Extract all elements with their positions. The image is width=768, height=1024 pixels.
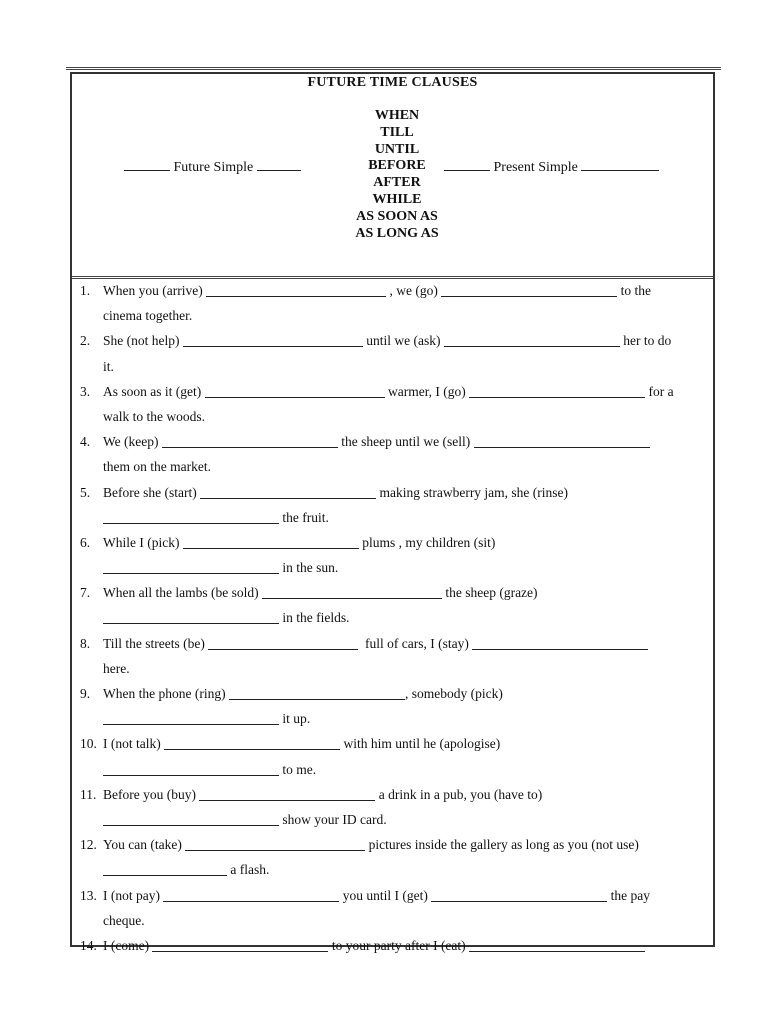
exercise-text: a drink in a pub, you (have to): [375, 786, 543, 802]
exercise-text: Till the streets (be): [103, 635, 209, 651]
exercise-item: [72, 832, 713, 882]
answer-blank[interactable]: [183, 332, 363, 347]
present-simple-label: [444, 158, 659, 176]
exercise-text: the sheep (graze): [441, 585, 538, 601]
exercise-text: When you (arrive): [103, 283, 207, 298]
exercise-text: in the fields.: [279, 610, 350, 626]
exercise-line: [72, 530, 713, 555]
exercise-text: with him until he (apologise): [340, 736, 501, 752]
exercise-number: 9.: [80, 686, 91, 701]
exercise-text: As soon as it (get): [103, 383, 205, 399]
exercise-number: 5.: [80, 484, 91, 500]
exercise-line: [72, 303, 713, 328]
exercise-item: [72, 379, 713, 429]
exercise-line: [72, 782, 713, 807]
exercise-text: walk to the woods.: [103, 408, 205, 424]
exercise-number: 6.: [80, 534, 91, 550]
exercise-text: I (not pay): [103, 887, 164, 903]
exercise-line: [72, 731, 713, 756]
answer-blank[interactable]: [441, 282, 617, 297]
answer-blank[interactable]: [208, 635, 358, 650]
exercise-text: warmer, I (go): [384, 383, 470, 399]
exercise-line: [72, 832, 713, 857]
exercise-line: [72, 681, 713, 706]
blank: [124, 158, 170, 171]
conjunction: UNTIL: [374, 141, 420, 157]
answer-blank[interactable]: [164, 735, 340, 750]
answer-blank[interactable]: [103, 509, 279, 524]
exercise-number: 2.: [80, 333, 91, 349]
exercise-number: 13.: [80, 887, 97, 903]
exercise-line: [72, 656, 713, 681]
exercise-text: We (keep): [103, 434, 162, 450]
exercise-line: [72, 328, 713, 353]
answer-blank[interactable]: [185, 836, 365, 851]
exercise-number: 1.: [80, 283, 91, 298]
exercise-line: [72, 379, 713, 404]
exercise-text: When all the lambs (be sold): [103, 585, 262, 601]
exercise-text: I (come): [103, 937, 153, 953]
answer-blank[interactable]: [103, 609, 279, 624]
exercise-number: 7.: [80, 585, 91, 601]
answer-blank[interactable]: [200, 484, 376, 499]
answer-blank[interactable]: [262, 584, 442, 599]
exercise-line: [72, 883, 713, 908]
exercise-line: [72, 706, 713, 731]
answer-blank[interactable]: [103, 710, 279, 725]
exercise-line: [72, 480, 713, 505]
answer-blank[interactable]: [163, 887, 339, 902]
exercise-item: [72, 328, 713, 378]
exercise-item: [72, 480, 713, 530]
exercise-text: it up.: [279, 711, 311, 727]
exercise-text: cinema together.: [103, 308, 193, 324]
answer-blank[interactable]: [474, 433, 650, 448]
exercise-text: her to do: [619, 333, 672, 349]
exercise-text: here.: [103, 660, 130, 676]
exercise-line: [72, 933, 713, 958]
conjunction: WHILE: [372, 191, 422, 207]
conjunction-list: [342, 108, 452, 242]
answer-blank[interactable]: [431, 887, 607, 902]
exercise-text: , somebody (pick): [404, 686, 503, 701]
answer-blank[interactable]: [103, 811, 279, 826]
exercise-text: the fruit.: [279, 509, 329, 525]
answer-blank[interactable]: [103, 861, 227, 876]
exercise-text: You can (take): [103, 837, 186, 853]
blank: [581, 158, 659, 171]
exercise-line: [72, 278, 713, 303]
exercise-item: [72, 631, 713, 681]
exercise-line: [72, 429, 713, 454]
exercise-line: [72, 404, 713, 429]
exercise-line: [72, 908, 713, 933]
exercise-item: [72, 883, 713, 933]
exercise-number: 3.: [80, 383, 91, 399]
exercise-text: them on the market.: [103, 459, 211, 475]
exercise-line: [72, 807, 713, 832]
exercise-text: While I (pick): [103, 534, 183, 550]
top-double-rule: [66, 67, 721, 70]
answer-blank[interactable]: [472, 635, 648, 650]
exercise-item: [72, 782, 713, 832]
exercise-text: cheque.: [103, 912, 145, 928]
exercise-text: the sheep until we (sell): [337, 434, 474, 450]
future-simple-label: [124, 158, 301, 176]
exercise-text: making strawberry jam, she (rinse): [376, 484, 569, 500]
exercise-line: [72, 505, 713, 530]
exercise-text: for a: [645, 383, 674, 399]
conjunction: AS SOON AS: [356, 208, 438, 224]
exercise-number: 10.: [80, 736, 97, 752]
exercise-text: to your party after I (eat): [328, 937, 470, 953]
exercise-text: plums , my children (sit): [358, 534, 496, 550]
exercise-text: I (not talk): [103, 736, 165, 752]
exercise-item: [72, 933, 713, 958]
exercise-text: When the phone (ring): [103, 686, 229, 701]
exercise-number: 4.: [80, 434, 91, 450]
exercise-line: [72, 580, 713, 605]
exercise-line: [72, 605, 713, 630]
exercise-text: to me.: [279, 761, 317, 777]
blank: [257, 158, 301, 171]
exercise-text: , we (go): [386, 283, 442, 298]
exercise-number: 11.: [80, 786, 97, 802]
exercise-number: 14.: [80, 937, 97, 953]
exercise-item: [72, 429, 713, 479]
exercise-text: it.: [103, 358, 114, 374]
exercise-item: [72, 530, 713, 580]
exercise-list: [72, 278, 713, 958]
exercise-number: 8.: [80, 635, 91, 651]
exercise-item: [72, 580, 713, 630]
answer-blank[interactable]: [205, 383, 385, 398]
exercise-text: in the sun.: [279, 560, 339, 576]
exercise-text: full of cars, I (stay): [358, 635, 473, 651]
exercise-number: 12.: [80, 837, 97, 853]
future-simple-text: Future Simple: [173, 160, 254, 175]
exercise-text: Before she (start): [103, 484, 201, 500]
conjunction: TILL: [380, 124, 414, 140]
conjunction: WHEN: [374, 108, 420, 123]
exercise-line: [72, 857, 713, 882]
exercise-text: show your ID card.: [279, 811, 387, 827]
answer-blank[interactable]: [229, 685, 405, 700]
answer-blank[interactable]: [152, 937, 328, 952]
exercise-text: pictures inside the gallery as long as you (not use): [365, 837, 639, 853]
exercise-line: [72, 757, 713, 782]
conjunction: BEFORE: [368, 158, 426, 174]
exercise-item: [72, 278, 713, 328]
worksheet-title: FUTURE TIME CLAUSES: [307, 75, 478, 90]
exercise-line: [72, 555, 713, 580]
exercise-item: [72, 681, 713, 731]
worksheet: [70, 72, 715, 953]
exercise-text: a flash.: [227, 862, 270, 878]
blank: [444, 158, 490, 171]
answer-blank[interactable]: [469, 383, 645, 398]
exercise-item: [72, 731, 713, 781]
exercise-text: Before you (buy): [103, 786, 200, 802]
exercise-text: you until I (get): [339, 887, 432, 903]
conjunction: AFTER: [373, 175, 421, 191]
exercise-text: She (not help): [103, 333, 183, 349]
header-box: [72, 74, 713, 279]
exercise-text: to the: [617, 283, 651, 298]
exercise-line: [72, 454, 713, 479]
answer-blank[interactable]: [103, 559, 279, 574]
answer-blank[interactable]: [103, 761, 279, 776]
answer-blank[interactable]: [469, 937, 645, 952]
answer-blank[interactable]: [206, 282, 386, 297]
exercise-text: the pay: [607, 887, 650, 903]
answer-blank[interactable]: [444, 332, 620, 347]
exercise-text: until we (ask): [362, 333, 444, 349]
conjunction: AS LONG AS: [355, 225, 439, 241]
answer-blank[interactable]: [162, 433, 338, 448]
answer-blank[interactable]: [199, 786, 375, 801]
exercise-line: [72, 631, 713, 656]
exercise-line: [72, 354, 713, 379]
answer-blank[interactable]: [183, 534, 359, 549]
present-simple-text: Present Simple: [493, 160, 578, 175]
